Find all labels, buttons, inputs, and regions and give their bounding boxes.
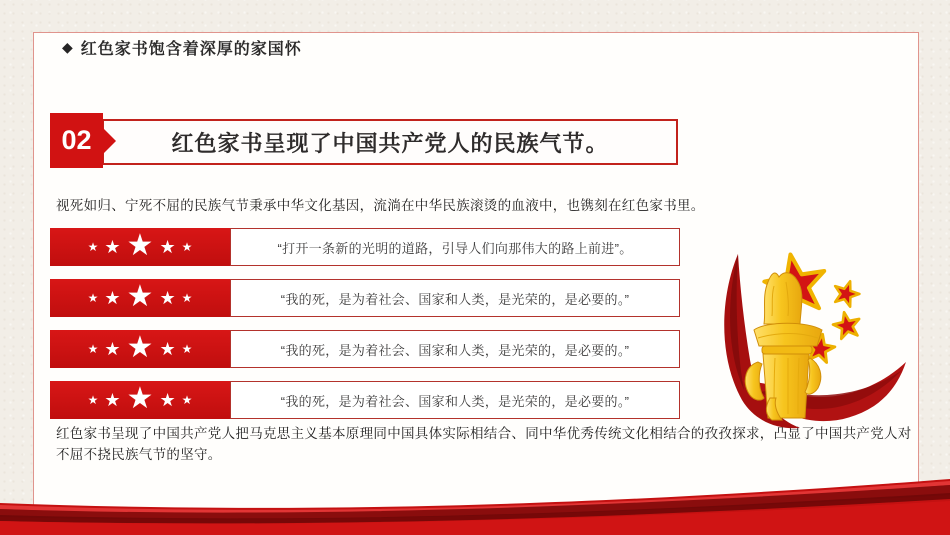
star-icon: ★ (87, 342, 99, 356)
star-icon: ★ (104, 288, 121, 308)
star-icon: ★ (126, 229, 154, 262)
star-icon: ★ (181, 342, 193, 356)
quote-text: “我的死，是为着社会、国家和人类，是光荣的，是必要的。” (280, 342, 630, 358)
badge-arrow-icon (103, 128, 116, 154)
stars-banner (50, 228, 230, 266)
bottom-ribbon-decoration (0, 465, 950, 535)
quote-box (230, 381, 680, 419)
star-icon: ★ (104, 237, 121, 257)
section-title: 红色家书呈现了中国共产党人的民族气节。 (171, 130, 609, 156)
star-icon: ★ (126, 280, 154, 313)
quote-text: “我的死，是为着社会、国家和人类，是光荣的，是必要的。” (280, 393, 630, 409)
star-icon: ★ (126, 382, 154, 415)
stars-banner (50, 330, 230, 368)
stars-banner (50, 381, 230, 419)
star-icon: ★ (181, 240, 193, 254)
small-red-star-icon (830, 277, 862, 308)
section-title-box (102, 119, 678, 165)
quote-text: “打开一条新的光明的道路，引导人们向那伟大的路上前进”。 (277, 240, 633, 256)
quote-box (230, 330, 680, 368)
star-icon: ★ (159, 390, 176, 410)
huabiao-star-emblem-illustration (708, 242, 908, 430)
star-icon: ★ (181, 291, 193, 305)
quote-box (230, 279, 680, 317)
star-icon: ★ (87, 291, 99, 305)
star-icon: ★ (104, 390, 121, 410)
star-icon: ★ (104, 339, 121, 359)
star-icon: ★ (87, 240, 99, 254)
star-icon: ★ (126, 331, 154, 364)
section-number: 02 (61, 125, 92, 155)
section-header-text: 红色家书饱含着深厚的家国怀 (80, 41, 302, 58)
star-icon: ★ (159, 288, 176, 308)
quote-box (230, 228, 680, 266)
intro-paragraph: 视死如归、宁死不屈的民族气节秉承中华文化基因，流淌在中华民族滚烫的血液中，也镌刻在红色家书里。 (56, 198, 705, 213)
diamond-bullet-icon: ◆ (62, 39, 74, 55)
star-icon: ★ (87, 393, 99, 407)
section-header (62, 36, 302, 59)
stars-banner (50, 279, 230, 317)
star-icon: ★ (181, 393, 193, 407)
quote-row (50, 228, 680, 266)
quote-row (50, 330, 680, 368)
small-red-star-icon (831, 309, 862, 339)
quote-text: “我的死，是为着社会、国家和人类，是光荣的，是必要的。” (280, 291, 630, 307)
star-icon: ★ (159, 339, 176, 359)
quote-row (50, 381, 680, 419)
footer-paragraph: 红色家书呈现了中国共产党人把马克思主义基本原理同中国具体实际相结合、同中华优秀传统文化相结合的孜孜探求，凸显了中国共产党人对不屈不挠民族气节的坚守。 (56, 426, 912, 462)
star-icon: ★ (159, 237, 176, 257)
quote-row (50, 279, 680, 317)
quote-list (50, 228, 680, 419)
section-number-badge (50, 113, 103, 168)
